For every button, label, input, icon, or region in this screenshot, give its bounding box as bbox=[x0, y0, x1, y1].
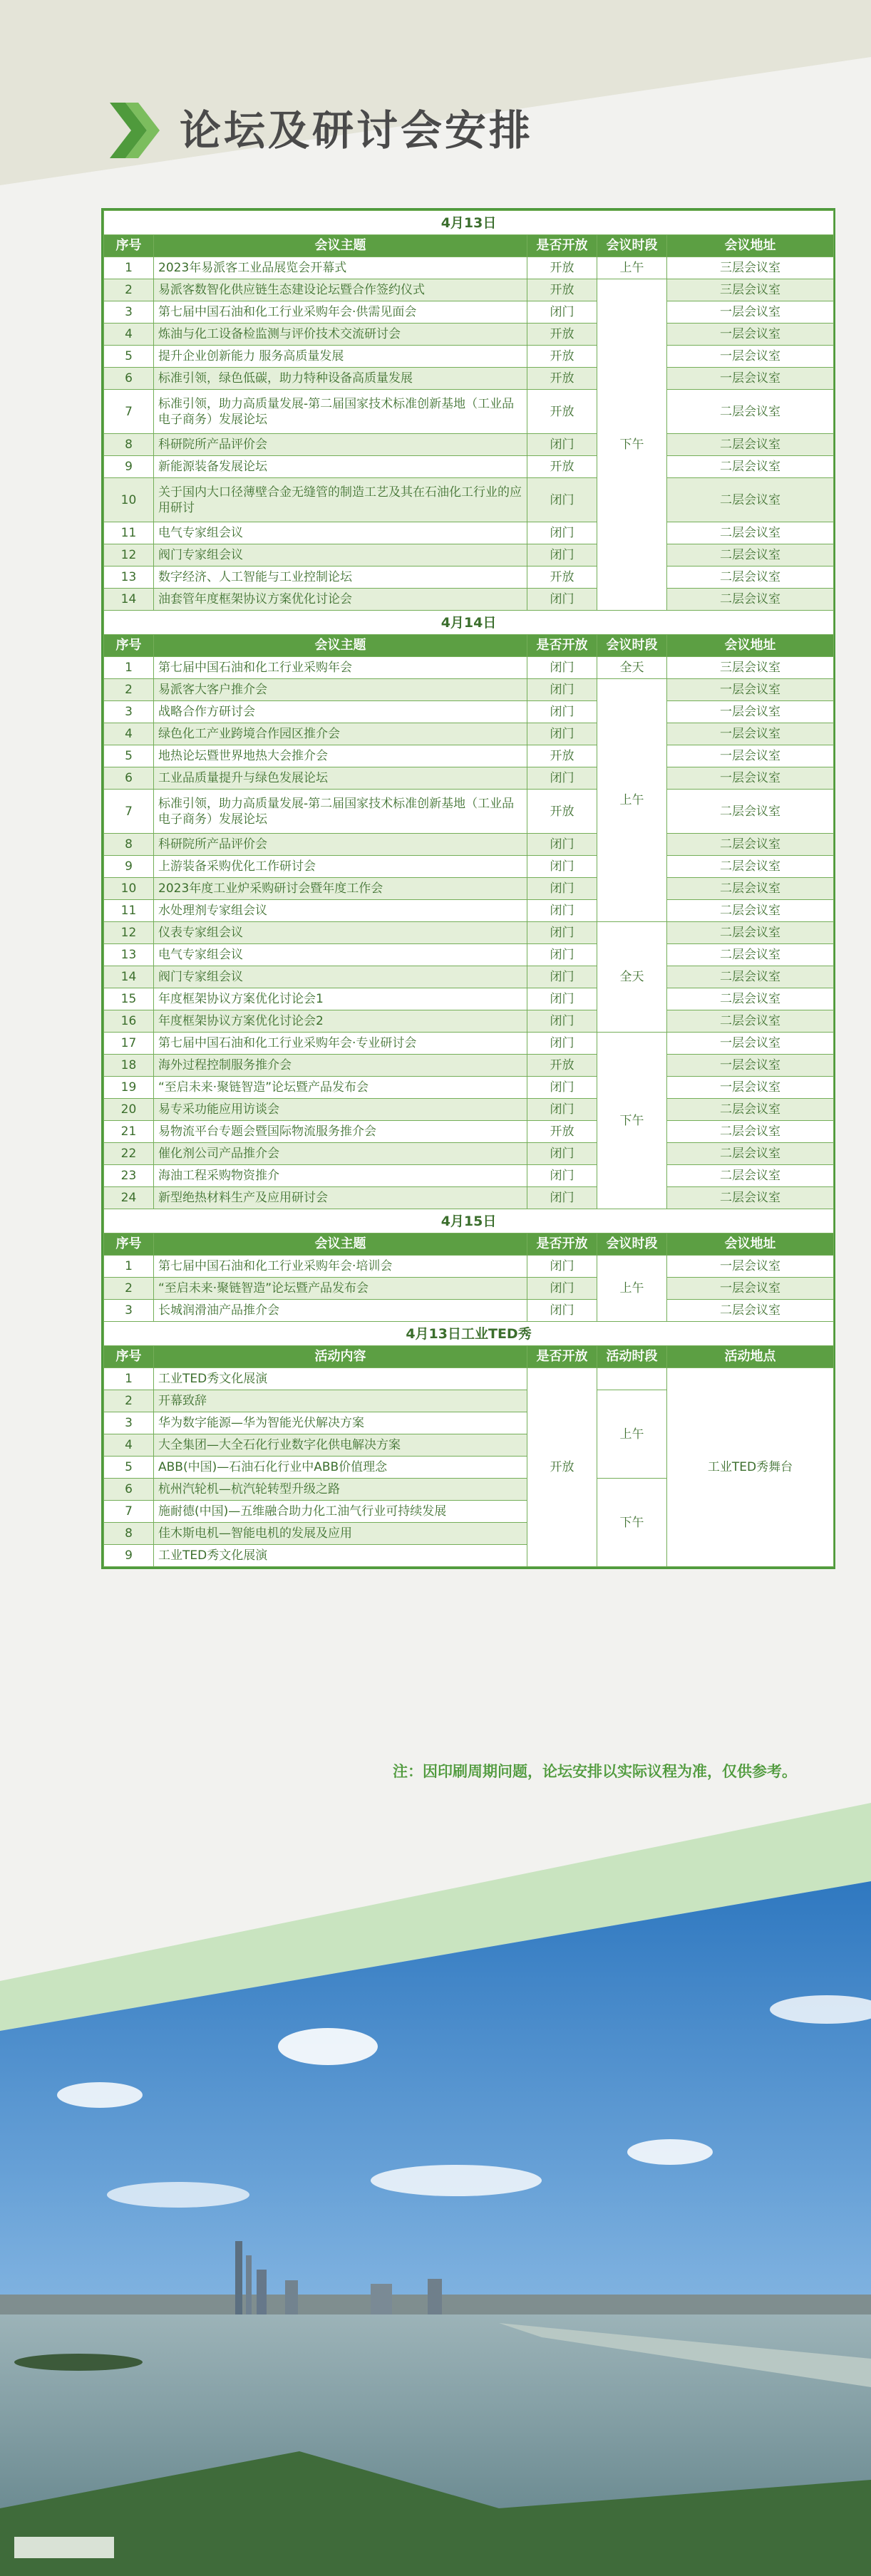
meeting-period: 下午 bbox=[597, 1033, 667, 1209]
meeting-topic: 第七届中国石油和化工行业采购年会·专业研讨会 bbox=[154, 1033, 527, 1055]
activity-topic: 杭州汽轮机—杭汽轮转型升级之路 bbox=[154, 1479, 527, 1501]
open-status: 开放 bbox=[527, 1055, 597, 1077]
column-header: 活动地点 bbox=[667, 1346, 834, 1368]
meeting-topic: 年度框架协议方案优化讨论会1 bbox=[154, 988, 527, 1010]
meeting-location: 二层会议室 bbox=[667, 1165, 834, 1187]
meeting-location: 三层会议室 bbox=[667, 257, 834, 279]
open-status: 闭门 bbox=[527, 301, 597, 324]
meeting-location: 二层会议室 bbox=[667, 988, 834, 1010]
column-header: 是否开放 bbox=[527, 635, 597, 657]
column-header: 序号 bbox=[104, 1346, 154, 1368]
meeting-location: 二层会议室 bbox=[667, 478, 834, 522]
table-row bbox=[104, 434, 834, 456]
open-status: 闭门 bbox=[527, 988, 597, 1010]
open-status: 开放 bbox=[527, 567, 597, 589]
row-number: 16 bbox=[104, 1010, 154, 1033]
table-row bbox=[104, 790, 834, 834]
column-header: 序号 bbox=[104, 235, 154, 257]
row-number: 3 bbox=[104, 1300, 154, 1322]
table-header-row bbox=[104, 235, 834, 257]
meeting-topic: 标准引领，绿色低碳，助力特种设备高质量发展 bbox=[154, 368, 527, 390]
meeting-topic: 2023年易派客工业品展览会开幕式 bbox=[154, 257, 527, 279]
meeting-topic: 催化剂公司产品推介会 bbox=[154, 1143, 527, 1165]
meeting-topic: 工业品质量提升与绿色发展论坛 bbox=[154, 767, 527, 790]
row-number: 24 bbox=[104, 1187, 154, 1209]
table-row bbox=[104, 944, 834, 966]
row-number: 19 bbox=[104, 1077, 154, 1099]
meeting-location: 一层会议室 bbox=[667, 701, 834, 723]
open-status: 闭门 bbox=[527, 1300, 597, 1322]
row-number: 7 bbox=[104, 790, 154, 834]
table-row bbox=[104, 922, 834, 944]
row-number: 2 bbox=[104, 279, 154, 301]
table-row bbox=[104, 679, 834, 701]
column-header: 是否开放 bbox=[527, 235, 597, 257]
row-number: 11 bbox=[104, 522, 154, 544]
row-number: 2 bbox=[104, 1278, 154, 1300]
meeting-topic: 电气专家组会议 bbox=[154, 944, 527, 966]
table-row bbox=[104, 745, 834, 767]
meeting-location: 一层会议室 bbox=[667, 679, 834, 701]
footnote: 注：因印刷周期问题，论坛安排以实际议程为准，仅供参考。 bbox=[393, 1763, 797, 1780]
schedule-grid bbox=[103, 210, 834, 1567]
row-number: 12 bbox=[104, 544, 154, 567]
meeting-location: 三层会议室 bbox=[667, 657, 834, 679]
open-status: 闭门 bbox=[527, 922, 597, 944]
table-row bbox=[104, 478, 834, 522]
table-row bbox=[104, 1055, 834, 1077]
table-row bbox=[104, 701, 834, 723]
column-header: 会议地址 bbox=[667, 1233, 834, 1256]
row-number: 10 bbox=[104, 878, 154, 900]
open-status: 闭门 bbox=[527, 679, 597, 701]
table-row bbox=[104, 324, 834, 346]
meeting-period: 全天 bbox=[597, 657, 667, 679]
open-status: 闭门 bbox=[527, 544, 597, 567]
row-number: 4 bbox=[104, 324, 154, 346]
meeting-period: 全天 bbox=[597, 922, 667, 1033]
table-row bbox=[104, 390, 834, 434]
meeting-location: 二层会议室 bbox=[667, 589, 834, 611]
open-status: 开放 bbox=[527, 390, 597, 434]
meeting-location: 二层会议室 bbox=[667, 1143, 834, 1165]
meeting-topic: 炼油与化工设备检监测与评价技术交流研讨会 bbox=[154, 324, 527, 346]
meeting-topic: 提升企业创新能力 服务高质量发展 bbox=[154, 346, 527, 368]
row-number: 14 bbox=[104, 589, 154, 611]
open-status: 闭门 bbox=[527, 1099, 597, 1121]
activity-topic: 华为数字能源—华为智能光伏解决方案 bbox=[154, 1412, 527, 1434]
table-row bbox=[104, 988, 834, 1010]
open-status: 闭门 bbox=[527, 1143, 597, 1165]
column-header: 会议时段 bbox=[597, 235, 667, 257]
row-number: 8 bbox=[104, 1523, 154, 1545]
day-date: 4月13日工业TED秀 bbox=[104, 1322, 834, 1346]
meeting-topic: 地热论坛暨世界地热大会推介会 bbox=[154, 745, 527, 767]
open-status: 闭门 bbox=[527, 478, 597, 522]
meeting-location: 二层会议室 bbox=[667, 567, 834, 589]
day-date: 4月15日 bbox=[104, 1209, 834, 1233]
meeting-location: 二层会议室 bbox=[667, 944, 834, 966]
open-status: 闭门 bbox=[527, 834, 597, 856]
meeting-location: 二层会议室 bbox=[667, 922, 834, 944]
meeting-period: 下午 bbox=[597, 279, 667, 611]
meeting-topic: 2023年度工业炉采购研讨会暨年度工作会 bbox=[154, 878, 527, 900]
column-header: 序号 bbox=[104, 635, 154, 657]
row-number: 9 bbox=[104, 1545, 154, 1567]
open-status: 开放 bbox=[527, 1368, 597, 1567]
open-status: 闭门 bbox=[527, 522, 597, 544]
meeting-location: 二层会议室 bbox=[667, 856, 834, 878]
activity-topic: 工业TED秀文化展演 bbox=[154, 1545, 527, 1567]
table-header-row bbox=[104, 1346, 834, 1368]
activity-topic: 大全集团—大全石化行业数字化供电解决方案 bbox=[154, 1434, 527, 1457]
meeting-topic: 科研院所产品评价会 bbox=[154, 434, 527, 456]
meeting-period: 上午 bbox=[597, 679, 667, 922]
meeting-location: 三层会议室 bbox=[667, 279, 834, 301]
meeting-location: 二层会议室 bbox=[667, 1300, 834, 1322]
table-row bbox=[104, 1278, 834, 1300]
day-banner-row bbox=[104, 611, 834, 635]
activity-period: 下午 bbox=[597, 1479, 667, 1567]
open-status: 闭门 bbox=[527, 723, 597, 745]
open-status: 闭门 bbox=[527, 589, 597, 611]
column-header: 是否开放 bbox=[527, 1346, 597, 1368]
column-header: 会议主题 bbox=[154, 635, 527, 657]
row-number: 3 bbox=[104, 1412, 154, 1434]
table-row bbox=[104, 856, 834, 878]
meeting-topic: 海外过程控制服务推介会 bbox=[154, 1055, 527, 1077]
column-header: 是否开放 bbox=[527, 1233, 597, 1256]
meeting-location: 一层会议室 bbox=[667, 745, 834, 767]
open-status: 闭门 bbox=[527, 1187, 597, 1209]
table-row bbox=[104, 900, 834, 922]
meeting-topic: 科研院所产品评价会 bbox=[154, 834, 527, 856]
row-number: 20 bbox=[104, 1099, 154, 1121]
table-row bbox=[104, 1143, 834, 1165]
row-number: 5 bbox=[104, 745, 154, 767]
row-number: 1 bbox=[104, 1368, 154, 1390]
meeting-topic: 第七届中国石油和化工行业采购年会·供需见面会 bbox=[154, 301, 527, 324]
table-row bbox=[104, 1165, 834, 1187]
table-row bbox=[104, 657, 834, 679]
meeting-topic: 关于国内大口径薄壁合金无缝管的制造工艺及其在石油化工行业的应用研讨 bbox=[154, 478, 527, 522]
table-row bbox=[104, 1077, 834, 1099]
table-row bbox=[104, 1121, 834, 1143]
table-row bbox=[104, 1256, 834, 1278]
table-row bbox=[104, 279, 834, 301]
meeting-location: 二层会议室 bbox=[667, 544, 834, 567]
table-header-row bbox=[104, 1233, 834, 1256]
row-number: 3 bbox=[104, 301, 154, 324]
row-number: 23 bbox=[104, 1165, 154, 1187]
row-number: 7 bbox=[104, 1501, 154, 1523]
meeting-topic: 数字经济、人工智能与工业控制论坛 bbox=[154, 567, 527, 589]
meeting-topic: 电气专家组会议 bbox=[154, 522, 527, 544]
table-row bbox=[104, 257, 834, 279]
day-date: 4月14日 bbox=[104, 611, 834, 635]
meeting-topic: 标准引领，助力高质量发展-第二届国家技术标准创新基地（工业品电子商务）发展论坛 bbox=[154, 390, 527, 434]
meeting-location: 一层会议室 bbox=[667, 368, 834, 390]
open-status: 闭门 bbox=[527, 1010, 597, 1033]
row-number: 11 bbox=[104, 900, 154, 922]
meeting-period: 上午 bbox=[597, 257, 667, 279]
column-header: 会议地址 bbox=[667, 235, 834, 257]
row-number: 4 bbox=[104, 723, 154, 745]
meeting-topic: 战略合作方研讨会 bbox=[154, 701, 527, 723]
meeting-location: 一层会议室 bbox=[667, 1055, 834, 1077]
open-status: 开放 bbox=[527, 1121, 597, 1143]
table-row bbox=[104, 589, 834, 611]
row-number: 15 bbox=[104, 988, 154, 1010]
meeting-topic: 仪表专家组会议 bbox=[154, 922, 527, 944]
activity-period: 上午 bbox=[597, 1390, 667, 1479]
open-status: 闭门 bbox=[527, 966, 597, 988]
open-status: 闭门 bbox=[527, 767, 597, 790]
meeting-location: 二层会议室 bbox=[667, 1121, 834, 1143]
day-date: 4月13日 bbox=[104, 211, 834, 235]
activity-topic: 开幕致辞 bbox=[154, 1390, 527, 1412]
row-number: 6 bbox=[104, 1479, 154, 1501]
open-status: 闭门 bbox=[527, 434, 597, 456]
meeting-topic: 绿色化工产业跨境合作园区推介会 bbox=[154, 723, 527, 745]
row-number: 3 bbox=[104, 701, 154, 723]
meeting-topic: 阀门专家组会议 bbox=[154, 544, 527, 567]
meeting-period: 上午 bbox=[597, 1256, 667, 1322]
column-header: 会议主题 bbox=[154, 235, 527, 257]
table-row bbox=[104, 368, 834, 390]
meeting-location: 二层会议室 bbox=[667, 790, 834, 834]
table-row bbox=[104, 1033, 834, 1055]
table-row bbox=[104, 567, 834, 589]
meeting-location: 一层会议室 bbox=[667, 1278, 834, 1300]
table-row bbox=[104, 878, 834, 900]
table-row bbox=[104, 346, 834, 368]
row-number: 1 bbox=[104, 657, 154, 679]
row-number: 5 bbox=[104, 346, 154, 368]
meeting-location: 一层会议室 bbox=[667, 346, 834, 368]
row-number: 4 bbox=[104, 1434, 154, 1457]
city-lake-photo bbox=[0, 1796, 871, 2576]
row-number: 9 bbox=[104, 456, 154, 478]
table-row bbox=[104, 1010, 834, 1033]
meeting-topic: 第七届中国石油和化工行业采购年会·培训会 bbox=[154, 1256, 527, 1278]
open-status: 闭门 bbox=[527, 1256, 597, 1278]
meeting-location: 二层会议室 bbox=[667, 1010, 834, 1033]
table-row bbox=[104, 1300, 834, 1322]
row-number: 22 bbox=[104, 1143, 154, 1165]
meeting-topic: 易派客大客户推介会 bbox=[154, 679, 527, 701]
table-row bbox=[104, 834, 834, 856]
day-banner-row bbox=[104, 1322, 834, 1346]
open-status: 闭门 bbox=[527, 657, 597, 679]
open-status: 开放 bbox=[527, 346, 597, 368]
activity-topic: 佳木斯电机—智能电机的发展及应用 bbox=[154, 1523, 527, 1545]
column-header: 会议地址 bbox=[667, 635, 834, 657]
meeting-location: 二层会议室 bbox=[667, 390, 834, 434]
open-status: 开放 bbox=[527, 257, 597, 279]
meeting-topic: 长城润滑油产品推介会 bbox=[154, 1300, 527, 1322]
column-header: 会议主题 bbox=[154, 1233, 527, 1256]
row-number: 1 bbox=[104, 1256, 154, 1278]
row-number: 14 bbox=[104, 966, 154, 988]
chevron-right-icon bbox=[107, 100, 164, 161]
activity-topic: ABB(中国)—石油石化行业中ABB价值理念 bbox=[154, 1457, 527, 1479]
row-number: 13 bbox=[104, 567, 154, 589]
meeting-location: 二层会议室 bbox=[667, 1099, 834, 1121]
table-row bbox=[104, 456, 834, 478]
meeting-location: 二层会议室 bbox=[667, 522, 834, 544]
column-header: 活动内容 bbox=[154, 1346, 527, 1368]
meeting-topic: “至启未来·聚链智造”论坛暨产品发布会 bbox=[154, 1278, 527, 1300]
open-status: 闭门 bbox=[527, 701, 597, 723]
meeting-location: 一层会议室 bbox=[667, 1256, 834, 1278]
row-number: 10 bbox=[104, 478, 154, 522]
meeting-location: 二层会议室 bbox=[667, 966, 834, 988]
meeting-location: 一层会议室 bbox=[667, 1033, 834, 1055]
open-status: 开放 bbox=[527, 368, 597, 390]
meeting-topic: 新型绝热材料生产及应用研讨会 bbox=[154, 1187, 527, 1209]
open-status: 闭门 bbox=[527, 856, 597, 878]
meeting-topic: 第七届中国石油和化工行业采购年会 bbox=[154, 657, 527, 679]
row-number: 12 bbox=[104, 922, 154, 944]
table-row bbox=[104, 966, 834, 988]
table-row bbox=[104, 1099, 834, 1121]
row-number: 21 bbox=[104, 1121, 154, 1143]
meeting-topic: 易专采功能应用访谈会 bbox=[154, 1099, 527, 1121]
meeting-topic: 阀门专家组会议 bbox=[154, 966, 527, 988]
column-header: 会议时段 bbox=[597, 1233, 667, 1256]
meeting-location: 一层会议室 bbox=[667, 767, 834, 790]
open-status: 闭门 bbox=[527, 1278, 597, 1300]
meeting-location: 一层会议室 bbox=[667, 1077, 834, 1099]
day-banner-row bbox=[104, 1209, 834, 1233]
day-banner-row bbox=[104, 211, 834, 235]
schedule-table bbox=[101, 208, 835, 1569]
row-number: 6 bbox=[104, 767, 154, 790]
meeting-location: 二层会议室 bbox=[667, 434, 834, 456]
row-number: 8 bbox=[104, 834, 154, 856]
column-header: 会议时段 bbox=[597, 635, 667, 657]
open-status: 闭门 bbox=[527, 1165, 597, 1187]
meeting-location: 二层会议室 bbox=[667, 834, 834, 856]
row-number: 13 bbox=[104, 944, 154, 966]
row-number: 8 bbox=[104, 434, 154, 456]
row-number: 7 bbox=[104, 390, 154, 434]
open-status: 开放 bbox=[527, 279, 597, 301]
row-number: 2 bbox=[104, 1390, 154, 1412]
table-row bbox=[104, 544, 834, 567]
meeting-location: 一层会议室 bbox=[667, 324, 834, 346]
activity-topic: 施耐德(中国)—五维融合助力化工油气行业可持续发展 bbox=[154, 1501, 527, 1523]
open-status: 开放 bbox=[527, 790, 597, 834]
meeting-topic: 年度框架协议方案优化讨论会2 bbox=[154, 1010, 527, 1033]
open-status: 闭门 bbox=[527, 878, 597, 900]
open-status: 开放 bbox=[527, 745, 597, 767]
row-number: 18 bbox=[104, 1055, 154, 1077]
meeting-location: 二层会议室 bbox=[667, 900, 834, 922]
schedule-body bbox=[104, 211, 834, 1567]
meeting-topic: 水处理剂专家组会议 bbox=[154, 900, 527, 922]
column-header: 活动时段 bbox=[597, 1346, 667, 1368]
table-row bbox=[104, 522, 834, 544]
row-number: 2 bbox=[104, 679, 154, 701]
meeting-location: 二层会议室 bbox=[667, 878, 834, 900]
period-blank bbox=[597, 1368, 667, 1390]
meeting-topic: 上游装备采购优化工作研讨会 bbox=[154, 856, 527, 878]
row-number: 6 bbox=[104, 368, 154, 390]
meeting-location: 一层会议室 bbox=[667, 723, 834, 745]
meeting-location: 二层会议室 bbox=[667, 1187, 834, 1209]
meeting-topic: 新能源装备发展论坛 bbox=[154, 456, 527, 478]
open-status: 闭门 bbox=[527, 1033, 597, 1055]
meeting-topic: “至启未来·聚链智造”论坛暨产品发布会 bbox=[154, 1077, 527, 1099]
row-number: 1 bbox=[104, 257, 154, 279]
meeting-topic: 标准引领，助力高质量发展-第二届国家技术标准创新基地（工业品电子商务）发展论坛 bbox=[154, 790, 527, 834]
page-title: 论坛及研讨会安排 bbox=[180, 106, 534, 155]
open-status: 开放 bbox=[527, 456, 597, 478]
open-status: 闭门 bbox=[527, 900, 597, 922]
column-header: 序号 bbox=[104, 1233, 154, 1256]
table-row bbox=[104, 767, 834, 790]
open-status: 闭门 bbox=[527, 944, 597, 966]
meeting-topic: 易派客数智化供应链生态建设论坛暨合作签约仪式 bbox=[154, 279, 527, 301]
table-header-row bbox=[104, 635, 834, 657]
open-status: 闭门 bbox=[527, 1077, 597, 1099]
activity-topic: 工业TED秀文化展演 bbox=[154, 1368, 527, 1390]
meeting-location: 一层会议室 bbox=[667, 301, 834, 324]
row-number: 9 bbox=[104, 856, 154, 878]
table-row bbox=[104, 301, 834, 324]
open-status: 开放 bbox=[527, 324, 597, 346]
meeting-topic: 油套管年度框架协议方案优化讨论会 bbox=[154, 589, 527, 611]
table-row bbox=[104, 723, 834, 745]
meeting-location: 二层会议室 bbox=[667, 456, 834, 478]
table-row bbox=[104, 1368, 834, 1390]
meeting-topic: 海油工程采购物资推介 bbox=[154, 1165, 527, 1187]
meeting-topic: 易物流平台专题会暨国际物流服务推介会 bbox=[154, 1121, 527, 1143]
activity-location: 工业TED秀舞台 bbox=[667, 1368, 834, 1567]
row-number: 17 bbox=[104, 1033, 154, 1055]
row-number: 5 bbox=[104, 1457, 154, 1479]
table-row bbox=[104, 1187, 834, 1209]
